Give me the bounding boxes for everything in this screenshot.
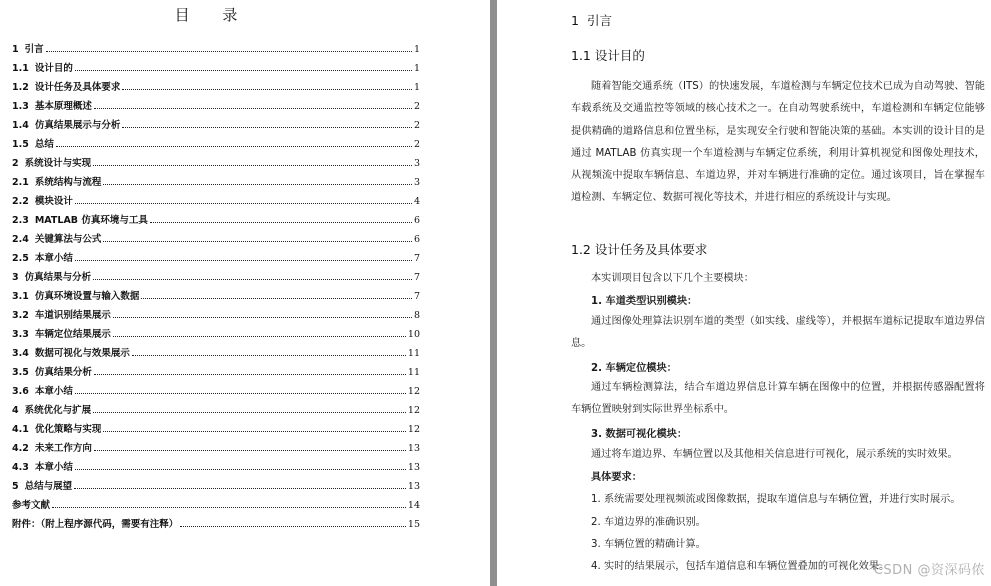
toc-entry-title: 数据可视化与效果展示 — [34, 347, 130, 359]
toc-leader-dots — [103, 184, 412, 185]
toc-leader-dots — [93, 279, 412, 280]
toc-entry-title: 仿真结果与分析 — [24, 271, 92, 283]
content-page — [497, 0, 991, 586]
toc-entry-title: 设计目的 — [34, 62, 73, 74]
module-2-title: 2. 车辆定位模块： — [591, 363, 677, 374]
section-title: 设计目的 — [594, 48, 645, 63]
toc-entry-title: 未来工作方向 — [34, 442, 92, 454]
toc-leader-dots — [103, 241, 412, 242]
toc-entry-page: 4 — [413, 195, 420, 207]
toc-entry-number: 3.3 — [12, 328, 29, 340]
toc-entry[interactable] — [12, 358, 420, 377]
toc-entry-number: 1.2 — [12, 81, 29, 93]
toc-entry-number: 3.6 — [12, 385, 29, 397]
toc-entry-title: 本章小结 — [34, 461, 73, 473]
toc-entry-title: 仿真环境设置与输入数据 — [34, 290, 140, 302]
toc-entry-page: 10 — [407, 328, 420, 340]
toc-entry[interactable] — [12, 111, 420, 130]
toc-entry-number: 3.4 — [12, 347, 29, 359]
toc-entry-number: 4 — [12, 404, 19, 416]
toc-entry[interactable] — [12, 396, 420, 415]
toc-list — [12, 35, 420, 529]
toc-leader-dots — [122, 89, 412, 90]
toc-entry-number: 4.1 — [12, 423, 29, 435]
toc-entry-number: 1.5 — [12, 138, 29, 150]
toc-entry-title: 基本原理概述 — [34, 100, 92, 112]
toc-entry-page: 12 — [407, 423, 420, 435]
toc-entry-number: 1.4 — [12, 119, 29, 131]
toc-entry-title: 总结 — [34, 138, 54, 150]
modules-intro: 本实训项目包含以下几个主要模块： — [591, 273, 754, 284]
toc-entry-title: 车道识别结果展示 — [34, 309, 111, 321]
toc-entry-page: 3 — [413, 157, 420, 169]
toc-entry-page: 1 — [413, 81, 420, 93]
section-heading-1-1 — [571, 46, 645, 64]
toc-entry[interactable] — [12, 130, 420, 149]
module-3-title: 3. 数据可视化模块： — [591, 429, 688, 440]
toc-leader-dots — [74, 488, 406, 489]
toc-entry-page: 8 — [413, 309, 420, 321]
toc-entry[interactable] — [12, 415, 420, 434]
toc-entry-page: 13 — [407, 442, 420, 454]
section-number: 1.1 — [571, 48, 591, 63]
toc-entry-page: 7 — [413, 252, 420, 264]
module-3-desc: 通过将车道边界、车辆位置以及其他相关信息进行可视化，展示系统的实时效果。 — [591, 449, 958, 460]
toc-leader-dots — [93, 412, 406, 413]
section-title: 设计任务及具体要求 — [594, 242, 708, 257]
module-1-desc: 通过图像处理算法识别车道的类型（如实线、虚线等），并根据车道标记提取车道边界信息。 — [571, 316, 985, 349]
toc-leader-dots — [94, 108, 412, 109]
toc-entry[interactable] — [12, 510, 420, 529]
csdn-watermark: CSDN @资深码侬 — [873, 563, 985, 578]
toc-entry-title: 模块设计 — [34, 195, 73, 207]
toc-entry-title: 优化策略与实现 — [34, 423, 102, 435]
toc-entry[interactable] — [12, 54, 420, 73]
toc-entry-title: 仿真结果分析 — [34, 366, 92, 378]
chapter-title: 引言 — [586, 13, 612, 28]
toc-leader-dots — [75, 70, 412, 71]
toc-entry-number: 5 — [12, 480, 19, 492]
toc-entry-number: 2.2 — [12, 195, 29, 207]
toc-entry-number: 1 — [12, 43, 19, 55]
toc-entry-page: 12 — [407, 385, 420, 397]
toc-leader-dots — [75, 260, 412, 261]
toc-leader-dots — [150, 222, 412, 223]
toc-entry[interactable] — [12, 168, 420, 187]
chapter-heading — [571, 11, 612, 29]
toc-leader-dots — [132, 355, 406, 356]
toc-leader-dots — [52, 507, 406, 508]
toc-entry-number: 4.3 — [12, 461, 29, 473]
toc-entry-page: 2 — [413, 100, 420, 112]
toc-entry-page: 6 — [413, 214, 420, 226]
toc-entry-page: 12 — [407, 404, 420, 416]
toc-entry-title: 本章小结 — [34, 252, 73, 264]
toc-entry[interactable] — [12, 453, 420, 472]
requirement-2: 2. 车道边界的准确识别。 — [591, 517, 706, 528]
toc-entry-title: MATLAB 仿真环境与工具 — [34, 214, 148, 226]
toc-page — [0, 0, 490, 586]
toc-entry[interactable] — [12, 491, 420, 510]
toc-entry[interactable] — [12, 206, 420, 225]
toc-leader-dots — [180, 526, 406, 527]
toc-entry-page: 3 — [413, 176, 420, 188]
toc-entry-page: 1 — [413, 62, 420, 74]
toc-leader-dots — [56, 146, 412, 147]
toc-entry[interactable] — [12, 377, 420, 396]
toc-entry-number: 2.5 — [12, 252, 29, 264]
toc-leader-dots — [103, 431, 406, 432]
toc-entry-number: 3.1 — [12, 290, 29, 302]
requirements-title: 具体要求： — [591, 472, 642, 483]
toc-entry-number: 4.2 — [12, 442, 29, 454]
toc-leader-dots — [122, 127, 412, 128]
toc-entry[interactable] — [12, 320, 420, 339]
toc-leader-dots — [94, 374, 406, 375]
toc-entry-page: 15 — [407, 518, 420, 530]
toc-entry-page: 13 — [407, 461, 420, 473]
section-number: 1.2 — [571, 242, 591, 257]
toc-entry-page: 6 — [413, 233, 420, 245]
toc-entry-title: 设计任务及具体要求 — [34, 81, 121, 93]
design-purpose-paragraph: 随着智能交通系统（ITS）的快速发展，车道检测与车辆定位技术已成为自动驾驶、智能车载系统及交通监控等领域的核心技术之一。在自动驾驶系统中，车道检测和车辆定位能够提供精确的道路信息和位置坐标，是实现安全行驶和智能决策的基础。本实训的设计目的是通过 MATLAB 仿真实现一个车道检测与车辆定位系统，利用计算机视觉和图像处理技术，从视频流中提取车辆信息、车道边界，并对车辆进行准确的定位。通过该项目，旨在掌握车道检测、车辆定位、数据可视化等技术，并进行相应的系统设计与实现。 — [571, 81, 985, 204]
toc-leader-dots — [75, 393, 406, 394]
toc-entry-title: 参考文献 — [12, 499, 51, 511]
toc-entry-title: 关键算法与公式 — [34, 233, 102, 245]
requirement-1: 1. 系统需要处理视频流或图像数据，提取车道信息与车辆位置，并进行实时展示。 — [591, 494, 961, 505]
toc-entry-number: 3.2 — [12, 309, 29, 321]
toc-entry[interactable] — [12, 73, 420, 92]
toc-entry-number: 2 — [12, 157, 19, 169]
toc-entry-number: 3.5 — [12, 366, 29, 378]
toc-entry-title: 车辆定位结果展示 — [34, 328, 111, 340]
toc-entry-page: 11 — [407, 366, 420, 378]
toc-entry[interactable] — [12, 434, 420, 453]
toc-leader-dots — [113, 317, 412, 318]
toc-entry-page: 1 — [413, 43, 420, 55]
toc-entry[interactable] — [12, 35, 420, 54]
section-heading-1-2 — [571, 240, 707, 258]
toc-entry-number: 1.3 — [12, 100, 29, 112]
toc-entry[interactable] — [12, 187, 420, 206]
module-2-desc: 通过车辆检测算法，结合车道边界信息计算车辆在图像中的位置，并根据传感器配置将车辆位置映射到实际世界坐标系中。 — [571, 382, 985, 415]
toc-entry-title: 仿真结果展示与分析 — [34, 119, 121, 131]
toc-entry-page: 7 — [413, 290, 420, 302]
toc-leader-dots — [46, 51, 412, 52]
toc-entry-page: 14 — [407, 499, 420, 511]
chapter-number: 1 — [571, 13, 579, 28]
toc-leader-dots — [75, 203, 412, 204]
toc-leader-dots — [94, 450, 406, 451]
toc-entry[interactable] — [12, 244, 420, 263]
toc-leader-dots — [75, 469, 406, 470]
toc-entry-page: 13 — [407, 480, 420, 492]
toc-entry-title: 系统设计与实现 — [24, 157, 92, 169]
toc-entry-page: 11 — [407, 347, 420, 359]
toc-entry[interactable] — [12, 149, 420, 168]
toc-entry[interactable] — [12, 282, 420, 301]
requirement-4: 4. 实时的结果展示，包括车道信息和车辆位置叠加的可视化效果。 — [591, 561, 890, 572]
toc-entry-number: 2.1 — [12, 176, 29, 188]
toc-entry-title: 引言 — [24, 43, 44, 55]
toc-entry-title: 系统优化与扩展 — [24, 404, 92, 416]
toc-entry-title: 系统结构与流程 — [34, 176, 102, 188]
toc-entry[interactable] — [12, 92, 420, 111]
toc-title: 目 录 — [174, 6, 252, 24]
toc-entry-title: 总结与展望 — [24, 480, 73, 492]
toc-entry[interactable] — [12, 339, 420, 358]
toc-leader-dots — [113, 336, 406, 337]
toc-entry-title: 附件：（附上程序源代码，需要有注释） — [12, 518, 179, 530]
toc-entry-number: 2.4 — [12, 233, 29, 245]
toc-entry[interactable] — [12, 225, 420, 244]
toc-entry-title: 本章小结 — [34, 385, 73, 397]
toc-entry-page: 2 — [413, 138, 420, 150]
toc-entry-page: 7 — [413, 271, 420, 283]
toc-leader-dots — [141, 298, 412, 299]
toc-entry[interactable] — [12, 263, 420, 282]
toc-entry-number: 3 — [12, 271, 19, 283]
toc-entry-number: 2.3 — [12, 214, 29, 226]
toc-entry-page: 2 — [413, 119, 420, 131]
requirement-3: 3. 车辆位置的精确计算。 — [591, 539, 706, 550]
module-1-title: 1. 车道类型识别模块： — [591, 296, 698, 307]
toc-leader-dots — [93, 165, 412, 166]
toc-entry-number: 1.1 — [12, 62, 29, 74]
toc-entry[interactable] — [12, 472, 420, 491]
toc-entry[interactable] — [12, 301, 420, 320]
